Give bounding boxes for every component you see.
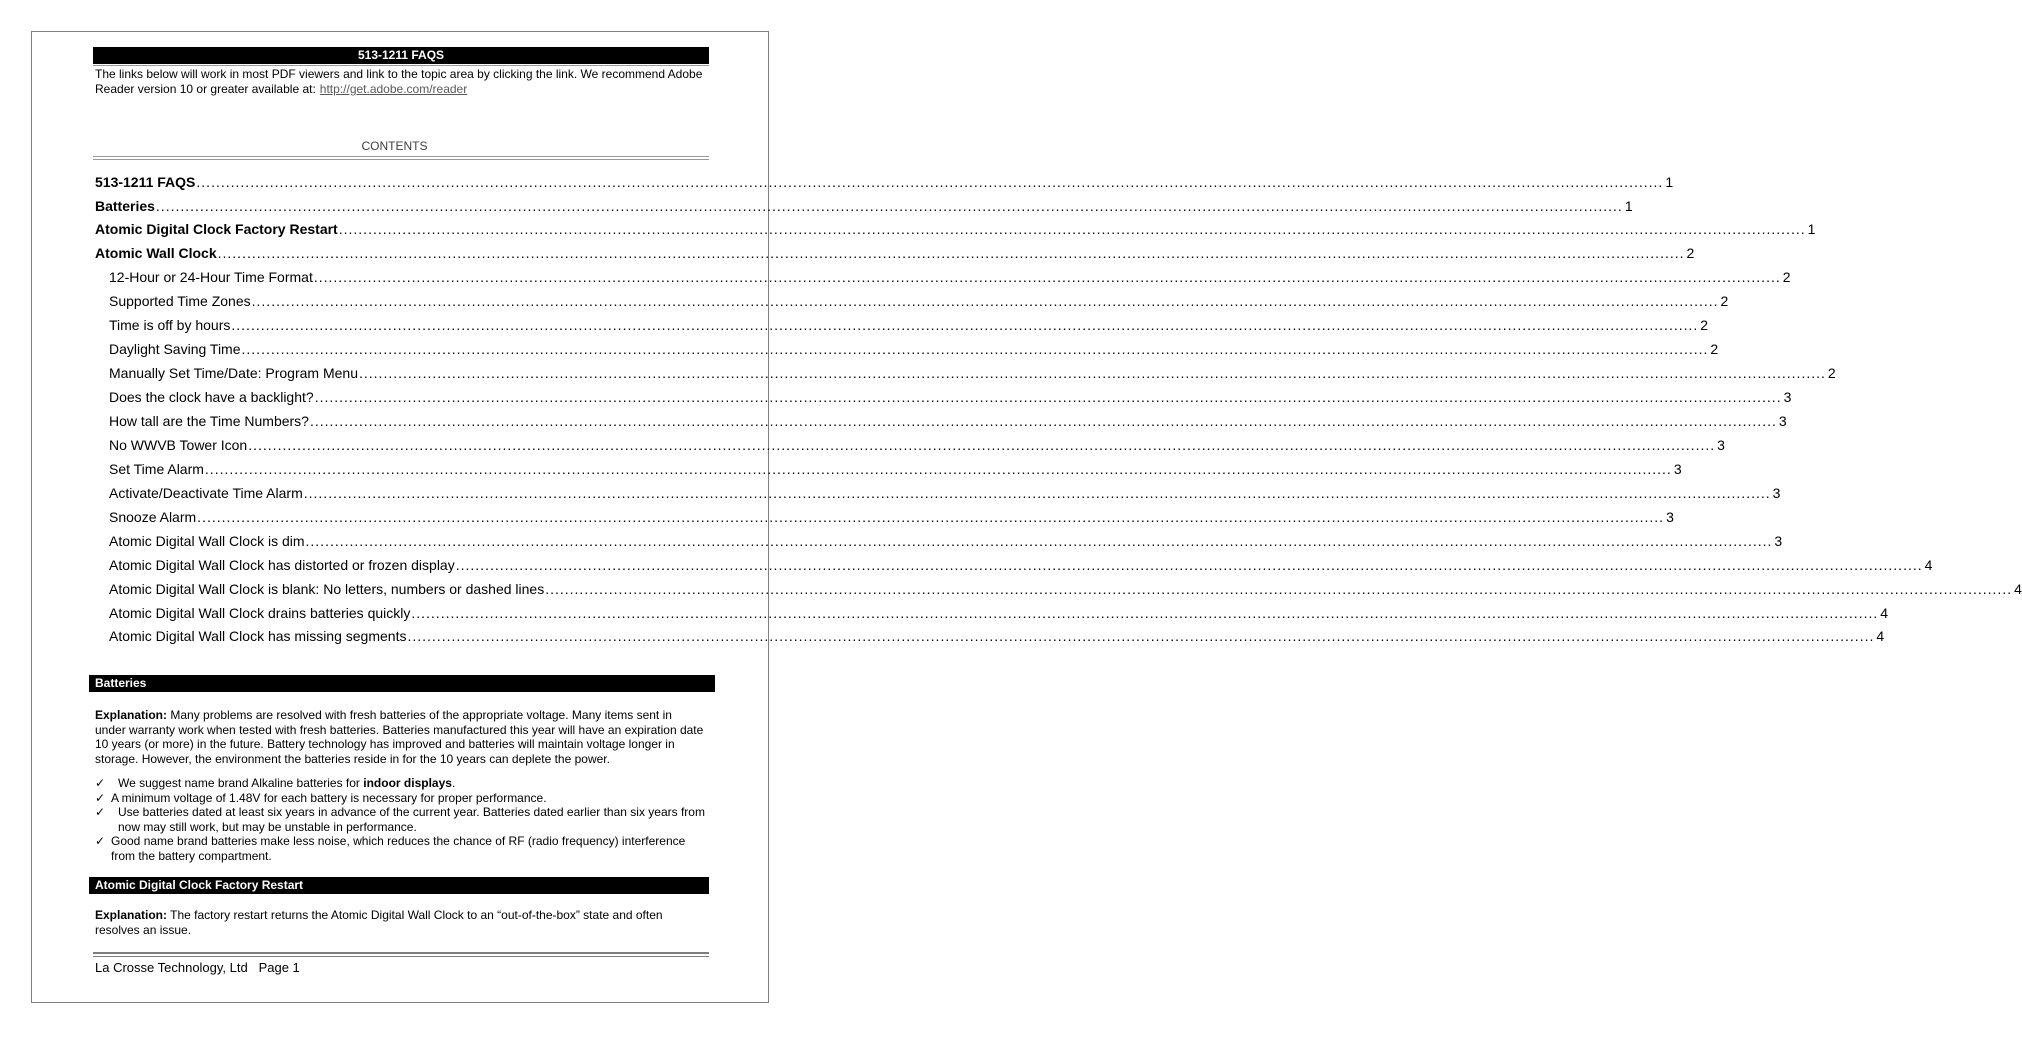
toc-entry-number-height[interactable] xyxy=(109,412,1787,430)
toc-page: 2 xyxy=(1827,365,1836,381)
explanation-text: Many problems are resolved with fresh batteries of the appropriate voltage. Many items sent in under warranty work when tested with fresh batteries. Batteries manufactured this year will have an expiration date 10 years (or more) in the future. Battery technology has improved and batteries will maintain voltage longer in storage. However, the environment the batteries reside in for the 10 years can deplete the power. xyxy=(95,708,704,766)
toc-page: 3 xyxy=(1774,533,1783,549)
toc-entry-dst[interactable] xyxy=(109,340,1719,358)
toc-leader: ............................................................................................................................................................................................................................................................................................................ xyxy=(303,485,1771,501)
toc-entry-factory-restart[interactable] xyxy=(95,220,1816,238)
toc-title: How tall are the Time Numbers? xyxy=(109,413,309,429)
toc-page: 1 xyxy=(1624,198,1633,214)
intro-text: The links below will work in most PDF viewers and link to the topic area by clicking the link. We recommend Adobe Reader version 10 or greater available at: xyxy=(95,67,703,96)
toc-page: 1 xyxy=(1807,221,1816,237)
tip-text: Good name brand batteries make less noise, which reduces the chance of RF (radio frequency) interference from the battery compartment. xyxy=(111,834,686,863)
toc-leader: ............................................................................................................................................................................................................................................................................................................ xyxy=(305,533,1773,549)
toc-leader: ............................................................................................................................................................................................................................................................................................................ xyxy=(545,581,2013,597)
adobe-reader-link[interactable]: http://get.adobe.com/reader xyxy=(319,82,468,96)
batteries-explanation xyxy=(95,708,705,766)
toc-entry-faqs[interactable] xyxy=(95,173,1674,191)
toc-title: Set Time Alarm xyxy=(109,461,204,477)
toc-title: Time is off by hours xyxy=(109,317,231,333)
footer-company: La Crosse Technology, Ltd xyxy=(95,960,248,975)
explanation-text: The factory restart returns the Atomic Digital Wall Clock to an “out-of-the-box” state and often resolves an issue. xyxy=(95,908,663,937)
toc-entry-activate-alarm[interactable] xyxy=(109,484,1781,502)
tip-text: We suggest name brand Alkaline batteries for xyxy=(118,776,360,790)
explanation-label: Explanation: xyxy=(95,908,168,922)
toc-page: 3 xyxy=(1778,413,1787,429)
toc-leader: ............................................................................................................................................................................................................................................................................................................ xyxy=(455,557,1923,573)
factory-restart-heading: Atomic Digital Clock Factory Restart xyxy=(89,877,709,894)
toc-entry-time-zones[interactable] xyxy=(109,292,1729,310)
page-footer xyxy=(95,960,300,975)
tip-text: A minimum voltage of 1.48V for each battery is necessary for proper performance. xyxy=(111,790,547,805)
toc-entry-dim[interactable] xyxy=(109,532,1783,550)
toc-page: 2 xyxy=(1710,341,1719,357)
toc-entry-blank[interactable] xyxy=(109,580,2022,598)
toc-page: 4 xyxy=(1880,605,1889,621)
toc-leader: ............................................................................................................................................................................................................................................................................................................ xyxy=(407,628,1875,644)
batteries-heading: Batteries xyxy=(89,675,715,692)
toc-title: Atomic Digital Wall Clock is dim xyxy=(109,533,305,549)
toc-leader: ............................................................................................................................................................................................................................................................................................................ xyxy=(251,293,1719,309)
toc-page: 4 xyxy=(1876,628,1885,644)
checkmark-icon: ✓ xyxy=(95,834,106,848)
toc-page: 3 xyxy=(1666,509,1674,525)
toc-title: Manually Set Time/Date: Program Menu xyxy=(109,365,358,381)
toc-title: Does the clock have a backlight? xyxy=(109,389,314,405)
toc-page: 4 xyxy=(2014,581,2022,597)
toc-page: 2 xyxy=(1700,317,1709,333)
toc-leader: ............................................................................................................................................................................................................................................................................................................ xyxy=(197,509,1665,525)
toc-title: No WWVB Tower Icon xyxy=(109,437,248,453)
toc-page: 2 xyxy=(1720,293,1729,309)
toc-title: Daylight Saving Time xyxy=(109,341,241,357)
toc-entry-drains[interactable] xyxy=(109,604,1889,622)
toc-leader: ............................................................................................................................................................................................................................................................................................................ xyxy=(411,605,1879,621)
toc-entry-atomic-wall-clock[interactable] xyxy=(95,244,1695,262)
tip-punctuation: . xyxy=(451,776,456,790)
explanation-label: Explanation: xyxy=(95,708,168,722)
toc-entry-missing-segments[interactable] xyxy=(109,627,1885,645)
toc-leader: ............................................................................................................................................................................................................................................................................................................ xyxy=(313,269,1781,285)
toc-page: 3 xyxy=(1673,461,1682,477)
toc-title: Atomic Digital Clock Factory Restart xyxy=(95,221,338,237)
footer-page-number: Page 1 xyxy=(258,960,300,975)
toc-leader: ............................................................................................................................................................................................................................................................................................................ xyxy=(241,341,1709,357)
toc-page: 2 xyxy=(1782,269,1791,285)
toc-leader: ............................................................................................................................................................................................................................................................................................................ xyxy=(248,437,1716,453)
list-item xyxy=(95,805,705,834)
toc-title: 12-Hour or 24-Hour Time Format xyxy=(109,269,313,285)
toc-leader: ............................................................................................................................................................................................................................................................................................................ xyxy=(204,461,1672,477)
toc-leader: ............................................................................................................................................................................................................................................................................................................ xyxy=(231,317,1699,333)
toc-leader: ............................................................................................................................................................................................................................................................................................................ xyxy=(359,365,1826,381)
toc-title: Atomic Digital Wall Clock has distorted or frozen display xyxy=(109,557,455,573)
toc-leader: ............................................................................................................................................................................................................................................................................................................ xyxy=(309,413,1777,429)
toc-entry-wwvb-icon[interactable] xyxy=(109,436,1725,454)
tip-emphasis: indoor displays xyxy=(363,776,452,790)
toc-title: Atomic Digital Wall Clock has missing segments xyxy=(109,628,407,644)
toc-entry-snooze[interactable] xyxy=(109,508,1674,526)
toc-entry-backlight[interactable] xyxy=(109,388,1792,406)
toc-title: Supported Time Zones xyxy=(109,293,251,309)
toc-title: Snooze Alarm xyxy=(109,509,197,525)
list-item xyxy=(95,791,705,806)
toc-page: 4 xyxy=(1924,557,1933,573)
toc-title: Atomic Wall Clock xyxy=(95,245,217,261)
toc-title: Activate/Deactivate Time Alarm xyxy=(109,485,303,501)
toc-title: Atomic Digital Wall Clock drains batteries quickly xyxy=(109,605,411,621)
document-title: 513-1211 FAQS xyxy=(93,47,709,64)
toc-page: 3 xyxy=(1783,389,1792,405)
toc-leader: ............................................................................................................................................................................................................................................................................................................ xyxy=(338,221,1806,237)
toc-title: 513-1211 FAQS xyxy=(95,174,196,190)
toc-entry-program-menu[interactable] xyxy=(109,364,1836,382)
toc-title: Batteries xyxy=(95,198,155,214)
checkmark-icon: ✓ xyxy=(95,805,106,819)
toc-page: 2 xyxy=(1686,245,1695,261)
toc-page: 3 xyxy=(1772,485,1781,501)
checkmark-icon: ✓ xyxy=(95,790,106,805)
toc-leader: ............................................................................................................................................................................................................................................................................................................ xyxy=(217,245,1685,261)
battery-tips-list xyxy=(95,776,705,863)
toc-leader: ............................................................................................................................................................................................................................................................................................................ xyxy=(196,174,1664,190)
toc-entry-time-format[interactable] xyxy=(109,268,1791,286)
toc-entry-distorted[interactable] xyxy=(109,556,1933,574)
restart-explanation xyxy=(95,908,705,937)
toc-leader: ............................................................................................................................................................................................................................................................................................................ xyxy=(155,198,1623,214)
toc-page: 3 xyxy=(1717,437,1725,453)
tip-text: Use batteries dated at least six years in advance of the current year. Batteries dated earlier than six years from now may still work, but may be unstable in performance. xyxy=(118,805,705,834)
footer-divider xyxy=(93,952,709,957)
toc-page: 1 xyxy=(1665,174,1674,190)
toc-entry-time-off[interactable] xyxy=(109,316,1709,334)
list-item xyxy=(95,834,705,863)
checkmark-icon: ✓ xyxy=(95,776,106,790)
contents-heading: CONTENTS xyxy=(361,139,428,153)
toc-entry-set-alarm[interactable] xyxy=(109,460,1682,478)
toc-title: Atomic Digital Wall Clock is blank: No letters, numbers or dashed lines xyxy=(109,581,545,597)
toc-leader: ............................................................................................................................................................................................................................................................................................................ xyxy=(314,389,1782,405)
list-item xyxy=(95,776,705,791)
toc-entry-batteries[interactable] xyxy=(95,197,1633,215)
